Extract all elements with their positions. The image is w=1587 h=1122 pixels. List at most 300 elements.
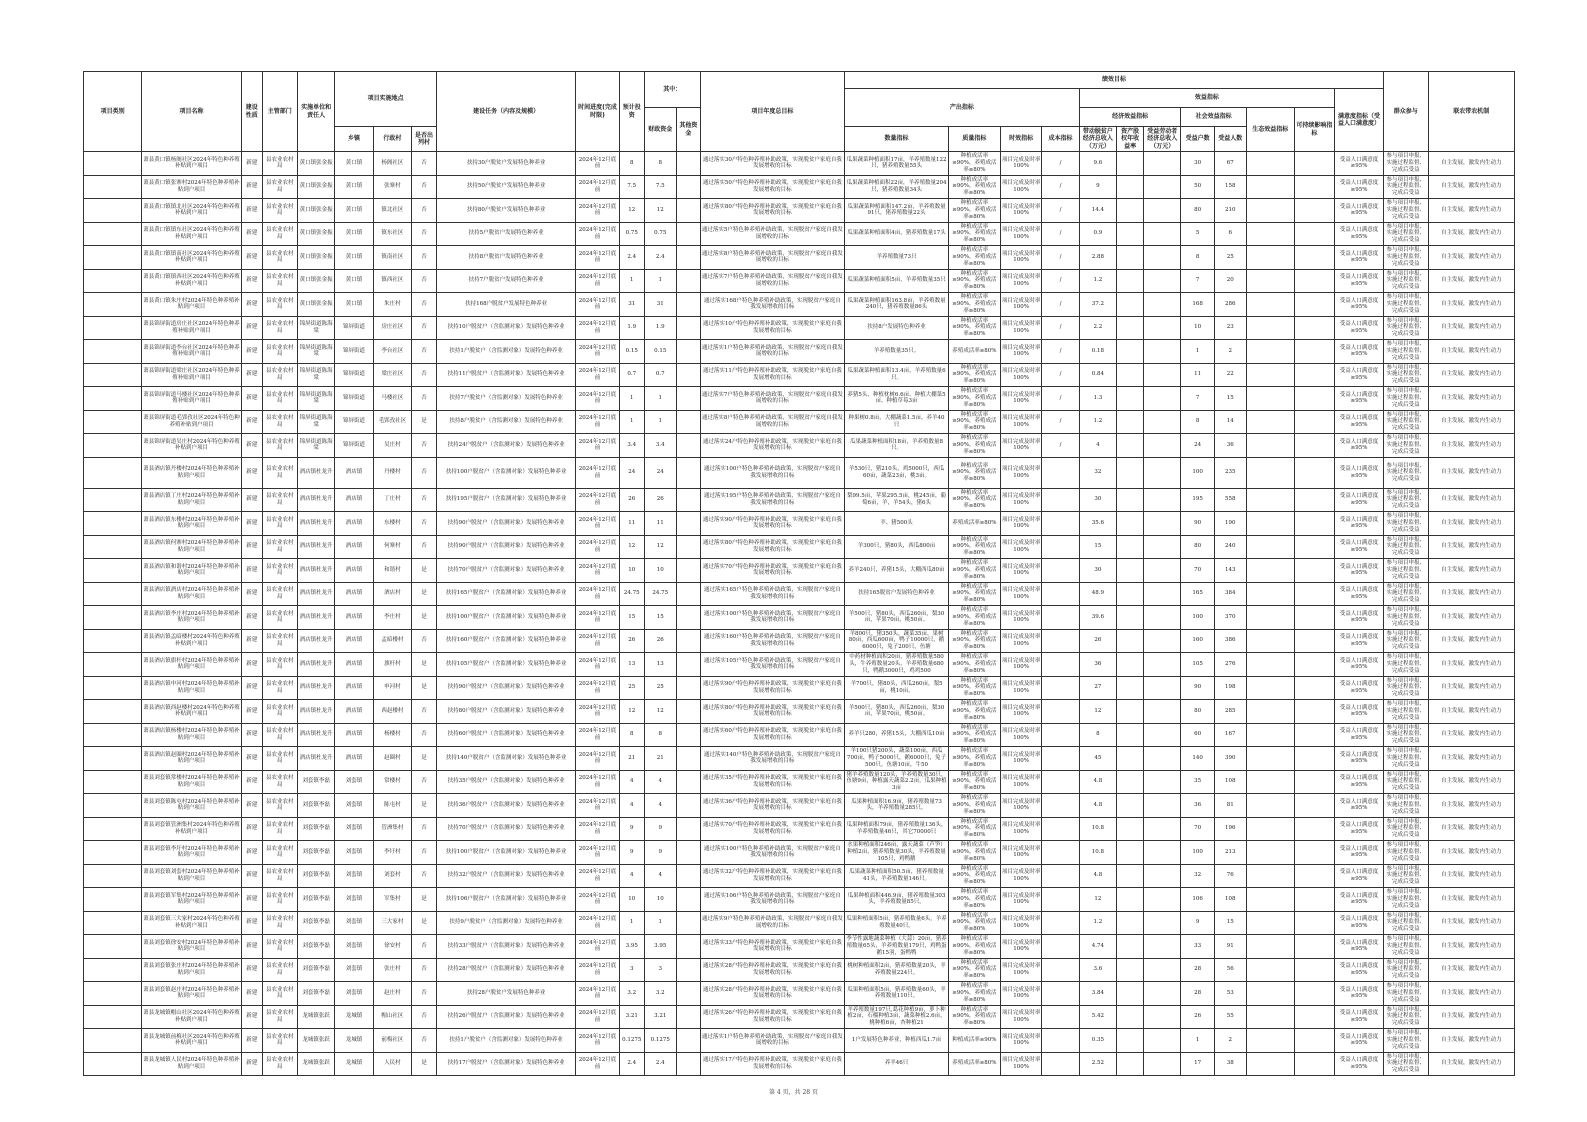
cell-category <box>84 152 142 176</box>
cell-quality: 种植成活率≥90%，养殖成活率≥80% <box>948 246 1000 270</box>
cell-participation: 参与项目申报、实施过程监督、完成后受益 <box>1383 723 1428 747</box>
cell-unit: 刘套镇李磊 <box>297 794 334 818</box>
cell-task: 扶持7户脱贫户发展特色种养业 <box>437 269 576 293</box>
cell-income: 36 <box>1079 653 1116 677</box>
table-row <box>84 935 1515 959</box>
cell-schedule: 2024年12月底前 <box>576 864 620 888</box>
cell-income: 4.74 <box>1079 935 1116 959</box>
col-listed: 是否出列村 <box>412 127 437 152</box>
cell-qty: 羊530只，猪210头，鸡5000只，西瓜60亩，蔬菜23亩，桃3亩。 <box>845 457 949 488</box>
cell-dept: 县农业农村局 <box>262 864 297 888</box>
cell-goal: 通过落实30户特色种养殖补助政策，实现脱贫户家庭自我发展增收的目标 <box>700 152 844 176</box>
cell-sustain <box>1294 246 1334 270</box>
cell-category <box>84 794 142 818</box>
cell-sustain <box>1294 653 1334 677</box>
cell-qty: 扶持165脱贫户发展特色种养业 <box>845 582 949 606</box>
cell-income: 32 <box>1079 457 1116 488</box>
cell-people: 15 <box>1214 911 1246 935</box>
cell-income-labor <box>1144 269 1181 293</box>
cell-other <box>676 152 700 176</box>
cell-satisfaction: 受益人口满意度≥95% <box>1335 888 1384 912</box>
cell-fiscal: 24 <box>644 457 676 488</box>
cell-participation: 参与项目申报、实施过程监督、完成后受益 <box>1383 559 1428 583</box>
cell-quality: 种植成活率≥90%，养殖成活率≥80% <box>948 363 1000 387</box>
cell-dept: 县农业农村局 <box>262 199 297 223</box>
cell-unit: 酒店镇杜龙升 <box>297 747 334 771</box>
cell-sustain <box>1294 488 1334 512</box>
cell-eco <box>1246 888 1294 912</box>
cell-village: 陈屯村 <box>373 794 411 818</box>
cell-participation: 参与项目申报、实施过程监督、完成后受益 <box>1383 410 1428 434</box>
cell-quality: 种植成活率≥90%，养殖成活率≥80% <box>948 293 1000 317</box>
cell-cost <box>1042 559 1079 583</box>
cell-cost <box>1042 1005 1079 1029</box>
cell-mechanism: 自主发展，激发内生动力 <box>1428 606 1514 630</box>
cell-people: 190 <box>1214 512 1246 536</box>
table-row <box>84 1005 1515 1029</box>
cell-asset-yield <box>1117 700 1144 724</box>
cell-asset-yield <box>1117 817 1144 841</box>
cell-households: 80 <box>1181 199 1214 223</box>
cell-qty: 瓜果种植面积5亩，猪养殖数量60头，羊养殖数量110只。 <box>845 982 949 1006</box>
table-row <box>84 175 1515 199</box>
cell-schedule: 2024年12月底前 <box>576 488 620 512</box>
cell-income-labor <box>1144 199 1181 223</box>
cell-people: 210 <box>1214 199 1246 223</box>
cell-task: 扶持7户脱贫户（含监测对象）发展特色种养业 <box>437 387 576 411</box>
cell-village: 和谐村 <box>373 559 411 583</box>
cell-time: 项目完成及时率100% <box>1000 387 1042 411</box>
cell-other <box>676 770 700 794</box>
cell-invest: 0.1275 <box>619 1029 644 1053</box>
cell-nature: 新建 <box>241 488 262 512</box>
cell-other <box>676 723 700 747</box>
cell-unit: 龙城镇张跃 <box>297 1005 334 1029</box>
cell-category <box>84 222 142 246</box>
cell-fiscal: 0.75 <box>644 222 676 246</box>
cell-eco <box>1246 269 1294 293</box>
table-row <box>84 606 1515 630</box>
cell-eco <box>1246 841 1294 865</box>
cell-fiscal: 26 <box>644 629 676 653</box>
cell-invest: 1 <box>619 269 644 293</box>
cell-goal: 通过落实7户特色种养殖补助政策，实现脱贫户家庭自我发展增收的目标 <box>700 269 844 293</box>
cell-income: 4.8 <box>1079 864 1116 888</box>
cell-time: 项目完成及时率100% <box>1000 747 1042 771</box>
cell-invest: 3.95 <box>619 935 644 959</box>
cell-dept: 县农业农村局 <box>262 911 297 935</box>
cell-asset-yield <box>1117 864 1144 888</box>
cell-quality: 种植成活率≥90%，养殖成活率≥80% <box>948 841 1000 865</box>
col-output: 产出指标 <box>845 89 1080 127</box>
cell-category <box>84 246 142 270</box>
cell-town: 酒店镇 <box>335 629 373 653</box>
cell-category <box>84 434 142 458</box>
cell-schedule: 2024年12月底前 <box>576 559 620 583</box>
cell-cost <box>1042 457 1079 488</box>
cell-task: 扶持35户脱贫户（含监测对象）发展特色种养业 <box>437 770 576 794</box>
cell-eco <box>1246 770 1294 794</box>
cell-satisfaction: 受益人口满意度≥95% <box>1335 982 1384 1006</box>
cell-task: 扶持165户脱贫户（含监测对象）发展特色种养业 <box>437 582 576 606</box>
cell-schedule: 2024年12月底前 <box>576 747 620 771</box>
cell-participation: 参与项目申报、实施过程监督、完成后受益 <box>1383 512 1428 536</box>
cell-dept: 县农业农村局 <box>262 770 297 794</box>
cell-town: 黄口镇 <box>335 175 373 199</box>
cell-mechanism: 自主发展，激发内生动力 <box>1428 1052 1514 1076</box>
cell-task: 扶持90户脱贫户（含监测对象）发展特色种养业 <box>437 676 576 700</box>
cell-nature: 新建 <box>241 653 262 677</box>
cell-other <box>676 175 700 199</box>
cell-income: 4.8 <box>1079 794 1116 818</box>
cell-goal: 通过落实100户特色种养殖补助政策，实现脱贫户家庭自我发展增收的目标 <box>700 606 844 630</box>
cell-task: 扶持1户脱贫户（含监测对象）发展特色种养业 <box>437 1029 576 1053</box>
cell-nature: 新建 <box>241 1029 262 1053</box>
cell-people: 36 <box>1214 434 1246 458</box>
table-row <box>84 316 1515 340</box>
cell-dept: 县农业农村局 <box>262 340 297 364</box>
cell-schedule: 2024年12月底前 <box>576 269 620 293</box>
cell-nature: 新建 <box>241 841 262 865</box>
cell-town: 刘套镇 <box>335 958 373 982</box>
cell-nature: 新建 <box>241 676 262 700</box>
cell-satisfaction: 受益人口满意度≥95% <box>1335 512 1384 536</box>
cell-quality: 种植成活率≥90%，养殖成活率≥80% <box>948 817 1000 841</box>
cell-name: 萧县锦屏街道梁庄社区2024年特色种养殖补贴到户项目 <box>142 363 242 387</box>
cell-mechanism: 自主发展，激发内生动力 <box>1428 363 1514 387</box>
cell-task: 扶持80户脱贫户发展特色种养业 <box>437 199 576 223</box>
cell-invest: 10 <box>619 559 644 583</box>
cell-cost: / <box>1042 269 1079 293</box>
cell-people: 198 <box>1214 676 1246 700</box>
cell-goal: 通过落实8户特色种养殖补助政策，实现脱贫户家庭自我发展增收的目标 <box>700 410 844 434</box>
cell-asset-yield <box>1117 1052 1144 1076</box>
cell-income-labor <box>1144 794 1181 818</box>
cell-invest: 1 <box>619 387 644 411</box>
cell-fiscal: 2.4 <box>644 246 676 270</box>
cell-people: 81 <box>1214 794 1246 818</box>
cell-dept: 县农业农村局 <box>262 488 297 512</box>
cell-task: 扶持5户脱贫户发展特色种养业 <box>437 222 576 246</box>
table-row <box>84 246 1515 270</box>
cell-income-labor <box>1144 387 1181 411</box>
cell-income: 1.2 <box>1079 410 1116 434</box>
cell-invest: 4 <box>619 794 644 818</box>
cell-dept: 县农业农村局 <box>262 387 297 411</box>
cell-goal: 通过落实140户特色种养殖补助政策，实现脱贫户家庭自我发展增收的目标 <box>700 747 844 771</box>
cell-qty: 羊300只，猪80头，西瓜800亩 <box>845 535 949 559</box>
cell-town: 锦屏街道 <box>335 434 373 458</box>
cell-asset-yield <box>1117 653 1144 677</box>
cell-fiscal: 12 <box>644 700 676 724</box>
cell-cost <box>1042 935 1079 959</box>
cell-qty: 瓜果蔬菜种植面积18亩，羊养殖数量8只。 <box>845 434 949 458</box>
cell-unit: 酒店镇杜龙升 <box>297 629 334 653</box>
col-of-which: 其中： <box>644 72 700 108</box>
table-row <box>84 512 1515 536</box>
cell-village: 刘套村 <box>373 864 411 888</box>
cell-time: 项目完成及时率100% <box>1000 363 1042 387</box>
cell-unit: 刘套镇李磊 <box>297 770 334 794</box>
cell-time: 项目完成及时率100% <box>1000 269 1042 293</box>
cell-unit: 刘套镇李磊 <box>297 864 334 888</box>
cell-eco <box>1246 582 1294 606</box>
cell-time: 项目完成及时率100% <box>1000 410 1042 434</box>
cell-name: 萧县酒店镇东楼村2024年特色种养殖补贴到户项目 <box>142 512 242 536</box>
cell-goal: 通过落实80户特色种养殖补助政策，实现脱贫户家庭自我发展增收的目标 <box>700 535 844 559</box>
cell-asset-yield <box>1117 888 1144 912</box>
cell-dept: 县农业农村局 <box>262 1052 297 1076</box>
cell-time: 项目完成及时率100% <box>1000 488 1042 512</box>
cell-schedule: 2024年12月底前 <box>576 1005 620 1029</box>
cell-sustain <box>1294 606 1334 630</box>
cell-mechanism: 自主发展，激发内生动力 <box>1428 1005 1514 1029</box>
col-people: 受益人数 <box>1214 127 1246 152</box>
cell-mechanism: 自主发展，激发内生动力 <box>1428 911 1514 935</box>
cell-category <box>84 316 142 340</box>
cell-fiscal: 12 <box>644 535 676 559</box>
cell-eco <box>1246 246 1294 270</box>
cell-task: 扶持195户脱贫户（含监测对象）发展特色种养业 <box>437 488 576 512</box>
cell-task: 扶持17户脱贫户（含监测对象）发展特色种养业 <box>437 1052 576 1076</box>
cell-cost <box>1042 841 1079 865</box>
col-village: 行政村 <box>373 127 411 152</box>
cell-income: 10.8 <box>1079 817 1116 841</box>
cell-schedule: 2024年12月底前 <box>576 958 620 982</box>
cell-other <box>676 794 700 818</box>
cell-mechanism: 自主发展，激发内生动力 <box>1428 794 1514 818</box>
cell-name: 萧县黄口镇镇西社区2024年特色种养殖补贴到户项目 <box>142 269 242 293</box>
cell-other <box>676 363 700 387</box>
cell-nature: 新建 <box>241 700 262 724</box>
cell-quality: 养殖成活率≥80% <box>948 340 1000 364</box>
cell-time: 项目完成及时率100% <box>1000 723 1042 747</box>
cell-time: 项目完成及时率100% <box>1000 606 1042 630</box>
cell-time: 项目完成及时率100% <box>1000 817 1042 841</box>
cell-fiscal: 24.75 <box>644 582 676 606</box>
cell-participation: 参与项目申报、实施过程监督、完成后受益 <box>1383 152 1428 176</box>
cell-schedule: 2024年12月底前 <box>576 629 620 653</box>
cell-category <box>84 841 142 865</box>
cell-income-labor <box>1144 457 1181 488</box>
col-quantity: 数量指标 <box>845 127 949 152</box>
cell-people: 558 <box>1214 488 1246 512</box>
cell-income: 37.2 <box>1079 293 1116 317</box>
cell-listed: 否 <box>412 700 437 724</box>
cell-time: 项目完成及时率100% <box>1000 794 1042 818</box>
cell-satisfaction: 受益人口满意度≥95% <box>1335 293 1384 317</box>
cell-satisfaction: 受益人口满意度≥95% <box>1335 676 1384 700</box>
cell-sustain <box>1294 676 1334 700</box>
cell-households: 165 <box>1181 582 1214 606</box>
cell-name: 萧县黄口镇镇东社区2024年特色种养殖补贴到户项目 <box>142 222 242 246</box>
cell-satisfaction: 受益人口满意度≥95% <box>1335 246 1384 270</box>
cell-invest: 12 <box>619 535 644 559</box>
cell-households: 160 <box>1181 629 1214 653</box>
cell-households: 140 <box>1181 747 1214 771</box>
cell-town: 刘套镇 <box>335 817 373 841</box>
cell-unit: 刘套镇李磊 <box>297 911 334 935</box>
cell-goal: 通过落实80户特色种养殖补助政策，实现脱贫户家庭自我发展增收的目标 <box>700 199 844 223</box>
cell-eco <box>1246 817 1294 841</box>
cell-income: 8 <box>1079 723 1116 747</box>
cell-income: 0.18 <box>1079 340 1116 364</box>
cell-village: 杨楼村 <box>373 723 411 747</box>
cell-nature: 新建 <box>241 316 262 340</box>
cell-asset-yield <box>1117 340 1144 364</box>
cell-mechanism: 自主发展，激发内生动力 <box>1428 629 1514 653</box>
cell-other <box>676 410 700 434</box>
cell-mechanism: 自主发展，激发内生动力 <box>1428 582 1514 606</box>
cell-goal: 通过落实160户特色种养殖补助政策，实现脱贫户家庭自我发展增收的目标 <box>700 629 844 653</box>
cell-cost <box>1042 794 1079 818</box>
cell-invest: 15 <box>619 606 644 630</box>
cell-fiscal: 3.2 <box>644 982 676 1006</box>
cell-participation: 参与项目申报、实施过程监督、完成后受益 <box>1383 340 1428 364</box>
cell-task: 扶持140户脱贫户（含监测对象）发展特色种养业 <box>437 747 576 771</box>
cell-fiscal: 0.7 <box>644 363 676 387</box>
cell-qty: 羊养殖数量35只。 <box>845 340 949 364</box>
table-row <box>84 676 1515 700</box>
cell-schedule: 2024年12月底前 <box>576 582 620 606</box>
cell-satisfaction: 受益人口满意度≥95% <box>1335 864 1384 888</box>
col-name: 项目名称 <box>142 72 242 152</box>
cell-fiscal: 9 <box>644 817 676 841</box>
project-table <box>83 71 1515 1076</box>
cell-category <box>84 723 142 747</box>
table-row <box>84 269 1515 293</box>
cell-satisfaction: 受益人口满意度≥95% <box>1335 911 1384 935</box>
cell-quality: 种植成活率≥90%，养殖成活率≥80% <box>948 676 1000 700</box>
cell-sustain <box>1294 700 1334 724</box>
cell-schedule: 2024年12月底前 <box>576 246 620 270</box>
cell-income-labor <box>1144 700 1181 724</box>
cell-town: 酒店镇 <box>335 606 373 630</box>
cell-name: 萧县龙城镇前梅社区2024年特色种养殖补贴到户项目 <box>142 1029 242 1053</box>
cell-listed: 是 <box>412 606 437 630</box>
cell-nature: 新建 <box>241 222 262 246</box>
cell-schedule: 2024年12月底前 <box>576 606 620 630</box>
cell-eco <box>1246 535 1294 559</box>
cell-fiscal: 15 <box>644 606 676 630</box>
cell-dept: 县农业农村局 <box>262 841 297 865</box>
cell-listed: 是 <box>412 582 437 606</box>
cell-listed: 是 <box>412 559 437 583</box>
cell-participation: 参与项目申报、实施过程监督、完成后受益 <box>1383 770 1428 794</box>
cell-task: 扶持80户脱贫户（含监测对象）发展特色种养业 <box>437 700 576 724</box>
cell-asset-yield <box>1117 770 1144 794</box>
cell-income: 15 <box>1079 535 1116 559</box>
cell-category <box>84 410 142 434</box>
cell-invest: 4 <box>619 770 644 794</box>
cell-name: 萧县酒店镇和谐村2024年特色种养殖补贴到户项目 <box>142 559 242 583</box>
cell-satisfaction: 受益人口满意度≥95% <box>1335 1052 1384 1076</box>
cell-people: 384 <box>1214 582 1246 606</box>
cell-goal: 通过落实24户特色种养殖补助政策，实现脱贫户家庭自我发展增收的目标 <box>700 434 844 458</box>
cell-time: 项目完成及时率100% <box>1000 175 1042 199</box>
cell-qty: 瓜果种植面积79亩，猪养殖数量136头，羊养殖数量46只，其它70000只 <box>845 817 949 841</box>
cell-other <box>676 316 700 340</box>
cell-mechanism: 自主发展，激发内生动力 <box>1428 293 1514 317</box>
cell-time: 项目完成及时率100% <box>1000 512 1042 536</box>
cell-qty: 瓜果种植面积16.9亩，猪养殖数量73头，羊养殖数量285只。 <box>845 794 949 818</box>
cell-name: 萧县刘套镇李圩村2024年特色种养殖补贴到户项目 <box>142 841 242 865</box>
col-social: 社会效益指标 <box>1181 108 1246 127</box>
cell-income: 0.35 <box>1079 1029 1116 1053</box>
cell-invest: 12 <box>619 199 644 223</box>
cell-dept: 县农业农村局 <box>262 316 297 340</box>
cell-village: 酒店村 <box>373 582 411 606</box>
cell-income: 4.8 <box>1079 770 1116 794</box>
cell-asset-yield <box>1117 582 1144 606</box>
cell-category <box>84 1029 142 1053</box>
cell-village: 西赵楼村 <box>373 700 411 724</box>
table-row <box>84 723 1515 747</box>
cell-households: 90 <box>1181 676 1214 700</box>
cell-qty: 瓜果蔬菜种植面积22亩，羊养殖数量204只，猪养殖数量34头 <box>845 175 949 199</box>
cell-town: 刘套镇 <box>335 982 373 1006</box>
cell-schedule: 2024年12月底前 <box>576 535 620 559</box>
cell-households: 168 <box>1181 293 1214 317</box>
cell-cost: / <box>1042 175 1079 199</box>
cell-goal: 通过落实106户特色种养殖补助政策，实现脱贫户家庭自我发展增收的目标 <box>700 888 844 912</box>
cell-name: 萧县酒店镇孟暗楼村2024年特色种养殖补贴到户项目 <box>142 629 242 653</box>
cell-task: 扶持105户脱贫户（含监测对象）发展特色种养业 <box>437 653 576 677</box>
cell-goal: 通过落实9户特色种养殖补助政策，实现脱贫户家庭自我发展增收的目标 <box>700 911 844 935</box>
table-row <box>84 387 1515 411</box>
page-number: 第 4 页，共 28 页 <box>768 1089 819 1096</box>
cell-listed: 否 <box>412 293 437 317</box>
cell-goal: 通过落实28户特色种养殖补助政策，实现脱贫户家庭自我发展增收的目标 <box>700 982 844 1006</box>
cell-qty: 水果种植面积246亩，露天蔬菜（芦笋）种植2亩，猪养殖数量30头，羊养殖数量105只，鸡鸭鹅 <box>845 841 949 865</box>
cell-sustain <box>1294 864 1334 888</box>
cell-sustain <box>1294 723 1334 747</box>
cell-people: 370 <box>1214 606 1246 630</box>
cell-people: 108 <box>1214 888 1246 912</box>
cell-asset-yield <box>1117 723 1144 747</box>
cell-asset-yield <box>1117 410 1144 434</box>
cell-households: 11 <box>1181 363 1214 387</box>
cell-village: 镇西社区 <box>373 269 411 293</box>
cell-people: 15 <box>1214 387 1246 411</box>
cell-task: 扶持106户脱贫户（含监测对象）发展特色种养业 <box>437 888 576 912</box>
cell-fiscal: 8 <box>644 723 676 747</box>
cell-cost: / <box>1042 246 1079 270</box>
cell-town: 酒店镇 <box>335 488 373 512</box>
cell-households: 32 <box>1181 864 1214 888</box>
cell-people: 167 <box>1214 723 1246 747</box>
cell-invest: 25 <box>619 676 644 700</box>
cell-task: 扶持32户脱贫户（含监测对象）发展特色种养业 <box>437 864 576 888</box>
cell-nature: 新建 <box>241 864 262 888</box>
cell-invest: 0.7 <box>619 363 644 387</box>
cell-quality: 种植成活率≥90%，养殖成活率≥80% <box>948 747 1000 771</box>
cell-name: 萧县酒店镇丹楼村2024年特色种养殖补贴到户项目 <box>142 457 242 488</box>
cell-listed: 是 <box>412 410 437 434</box>
cell-unit: 酒店镇杜龙升 <box>297 559 334 583</box>
cell-quality: 种植成活率≥90%，养殖成活率≥80% <box>948 316 1000 340</box>
cell-schedule: 2024年12月底前 <box>576 817 620 841</box>
cell-income: 9 <box>1079 175 1116 199</box>
col-quality: 质量指标 <box>948 127 1000 152</box>
col-mechanism: 联农带农机制 <box>1428 72 1514 152</box>
cell-schedule: 2024年12月底前 <box>576 316 620 340</box>
cell-fiscal: 3.21 <box>644 1005 676 1029</box>
cell-sustain <box>1294 794 1334 818</box>
cell-other <box>676 269 700 293</box>
col-dept: 主管部门 <box>262 72 297 152</box>
cell-nature: 新建 <box>241 434 262 458</box>
